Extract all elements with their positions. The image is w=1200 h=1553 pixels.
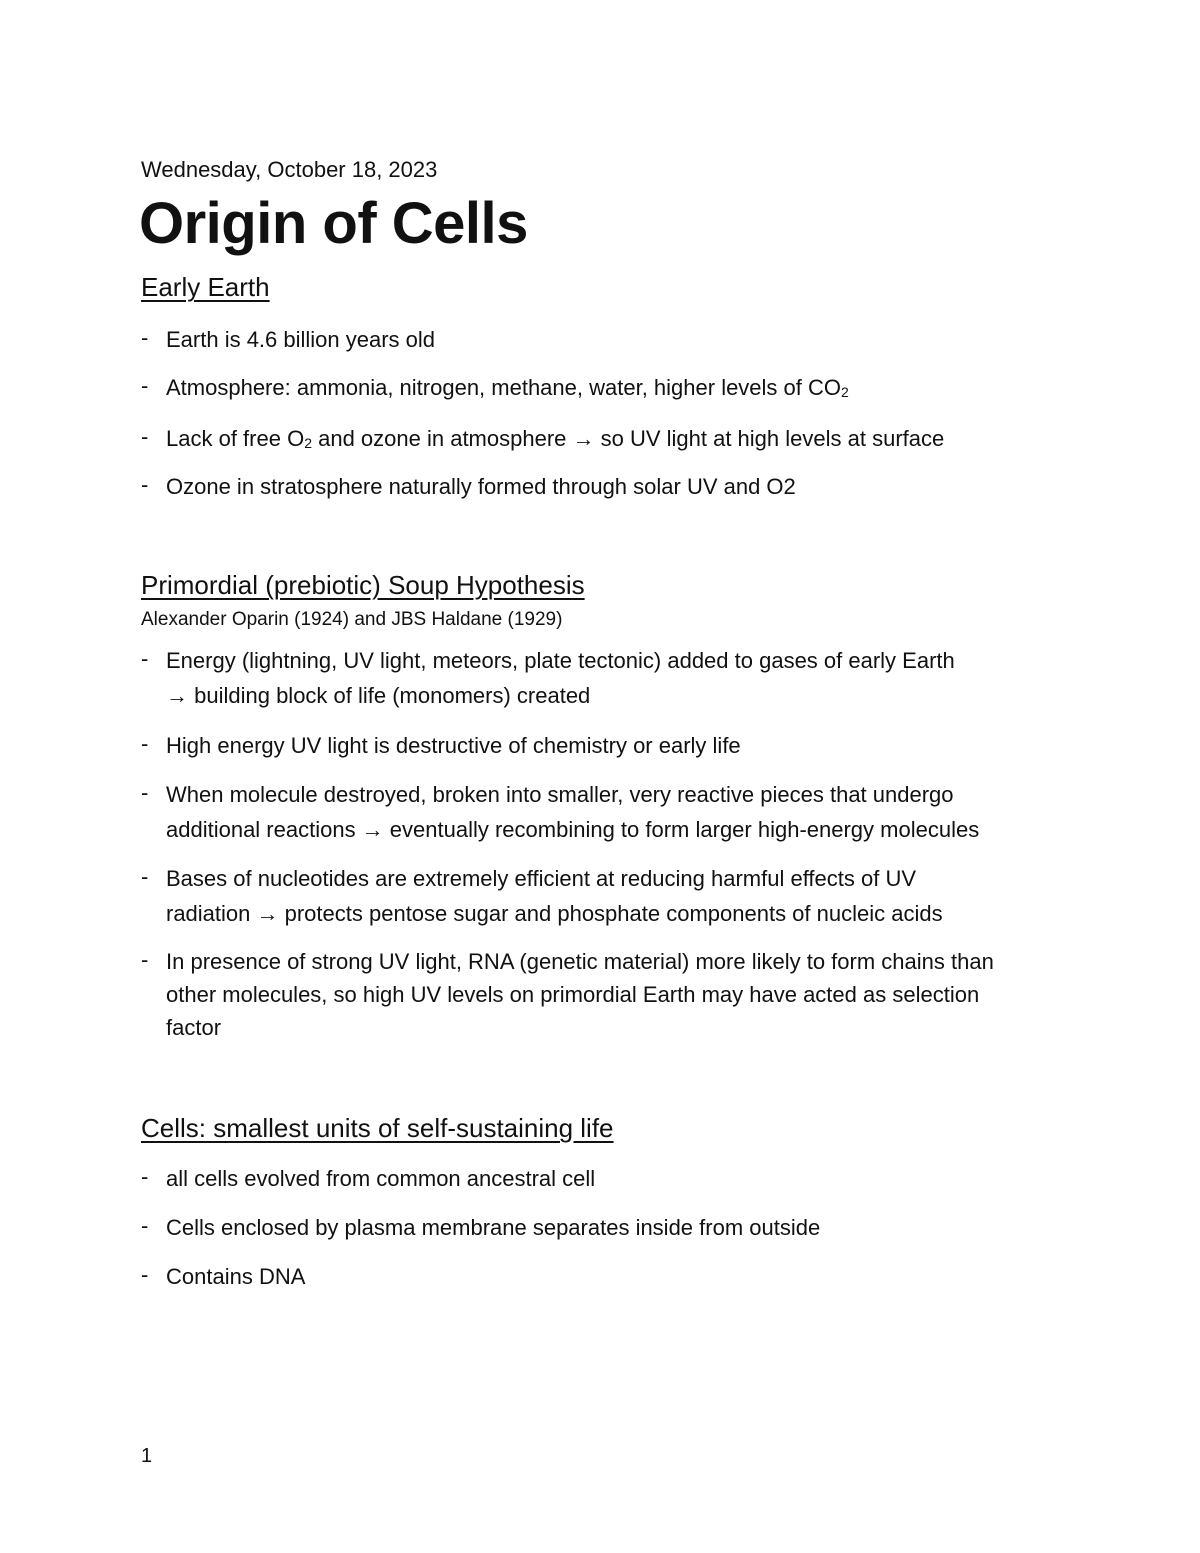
list-item-text: Lack of free O (166, 426, 305, 451)
list-item-line: Energy (lightning, UV light, meteors, plate tectonic) added to gases of early Earth (166, 648, 955, 673)
list-item (141, 945, 1081, 1044)
list-item (141, 322, 1081, 357)
list-item-text: Ozone in stratosphere naturally formed through solar UV and O2 (166, 474, 796, 499)
list-item-line: additional reactions → eventually recombining to form larger high-energy molecules (166, 817, 980, 842)
bullet-dash: - (141, 424, 149, 449)
bullet-dash: - (141, 1262, 149, 1287)
section-heading-early-earth: Early Earth (141, 272, 270, 302)
section-heading-cells: Cells: smallest units of self-sustaining life (141, 1113, 614, 1143)
list-item-line: factor (166, 1015, 222, 1040)
list-item-line: In presence of strong UV light, RNA (genetic material) more likely to form chains than (166, 949, 994, 974)
list-item (141, 1210, 1081, 1245)
bullet-dash: - (141, 947, 149, 972)
list-item-text: Atmosphere: ammonia, nitrogen, methane, water, higher levels of CO (166, 375, 842, 400)
bullet-dash: - (141, 1213, 149, 1238)
list-item (141, 728, 1081, 763)
list-item-text: all cells evolved from common ancestral cell (166, 1166, 596, 1191)
bullet-dash: - (141, 325, 149, 350)
bullet-dash: - (141, 1164, 149, 1189)
section-heading-soup: Primordial (prebiotic) Soup Hypothesis (141, 570, 585, 600)
list-item-line: → building block of life (monomers) created (166, 683, 591, 708)
list-item (141, 1161, 1081, 1196)
section-subtitle: Alexander Oparin (1924) and JBS Haldane (1929) (141, 609, 563, 630)
list-item-text: Contains DNA (166, 1264, 306, 1289)
list-item (141, 777, 1081, 847)
list-item-text: Cells enclosed by plasma membrane separates inside from outside (166, 1215, 821, 1240)
list-item (141, 421, 1081, 461)
bullet-dash: - (141, 731, 149, 756)
page-title: Origin of Cells (139, 191, 528, 256)
bullet-dash: - (141, 472, 149, 497)
list-item (141, 370, 1081, 410)
list-item-line: Bases of nucleotides are extremely efficient at reducing harmful effects of UV (166, 866, 917, 891)
note-date: Wednesday, October 18, 2023 (141, 157, 438, 182)
list-item-text: and ozone in atmosphere → so UV light at high levels at surface (311, 426, 945, 451)
bullet-dash: - (141, 646, 149, 671)
bullet-dash: - (141, 780, 149, 805)
list-item-line: When molecule destroyed, broken into smaller, very reactive pieces that undergo (166, 782, 954, 807)
list-item (141, 643, 1081, 713)
list-item-text: Earth is 4.6 billion years old (166, 327, 436, 352)
bullet-dash: - (141, 864, 149, 889)
bullet-dash: - (141, 373, 149, 398)
list-item (141, 1259, 1081, 1294)
list-item-line: radiation → protects pentose sugar and phosphate components of nucleic acids (166, 901, 943, 926)
subscript: 2 (304, 435, 312, 451)
page-number: 1 (141, 1445, 153, 1467)
list-item (141, 861, 1081, 931)
list-item-line: other molecules, so high UV levels on primordial Earth may have acted as selection (166, 982, 980, 1007)
list-item-line: High energy UV light is destructive of chemistry or early life (166, 733, 741, 758)
list-item (141, 469, 1081, 504)
subscript: 2 (841, 384, 849, 400)
